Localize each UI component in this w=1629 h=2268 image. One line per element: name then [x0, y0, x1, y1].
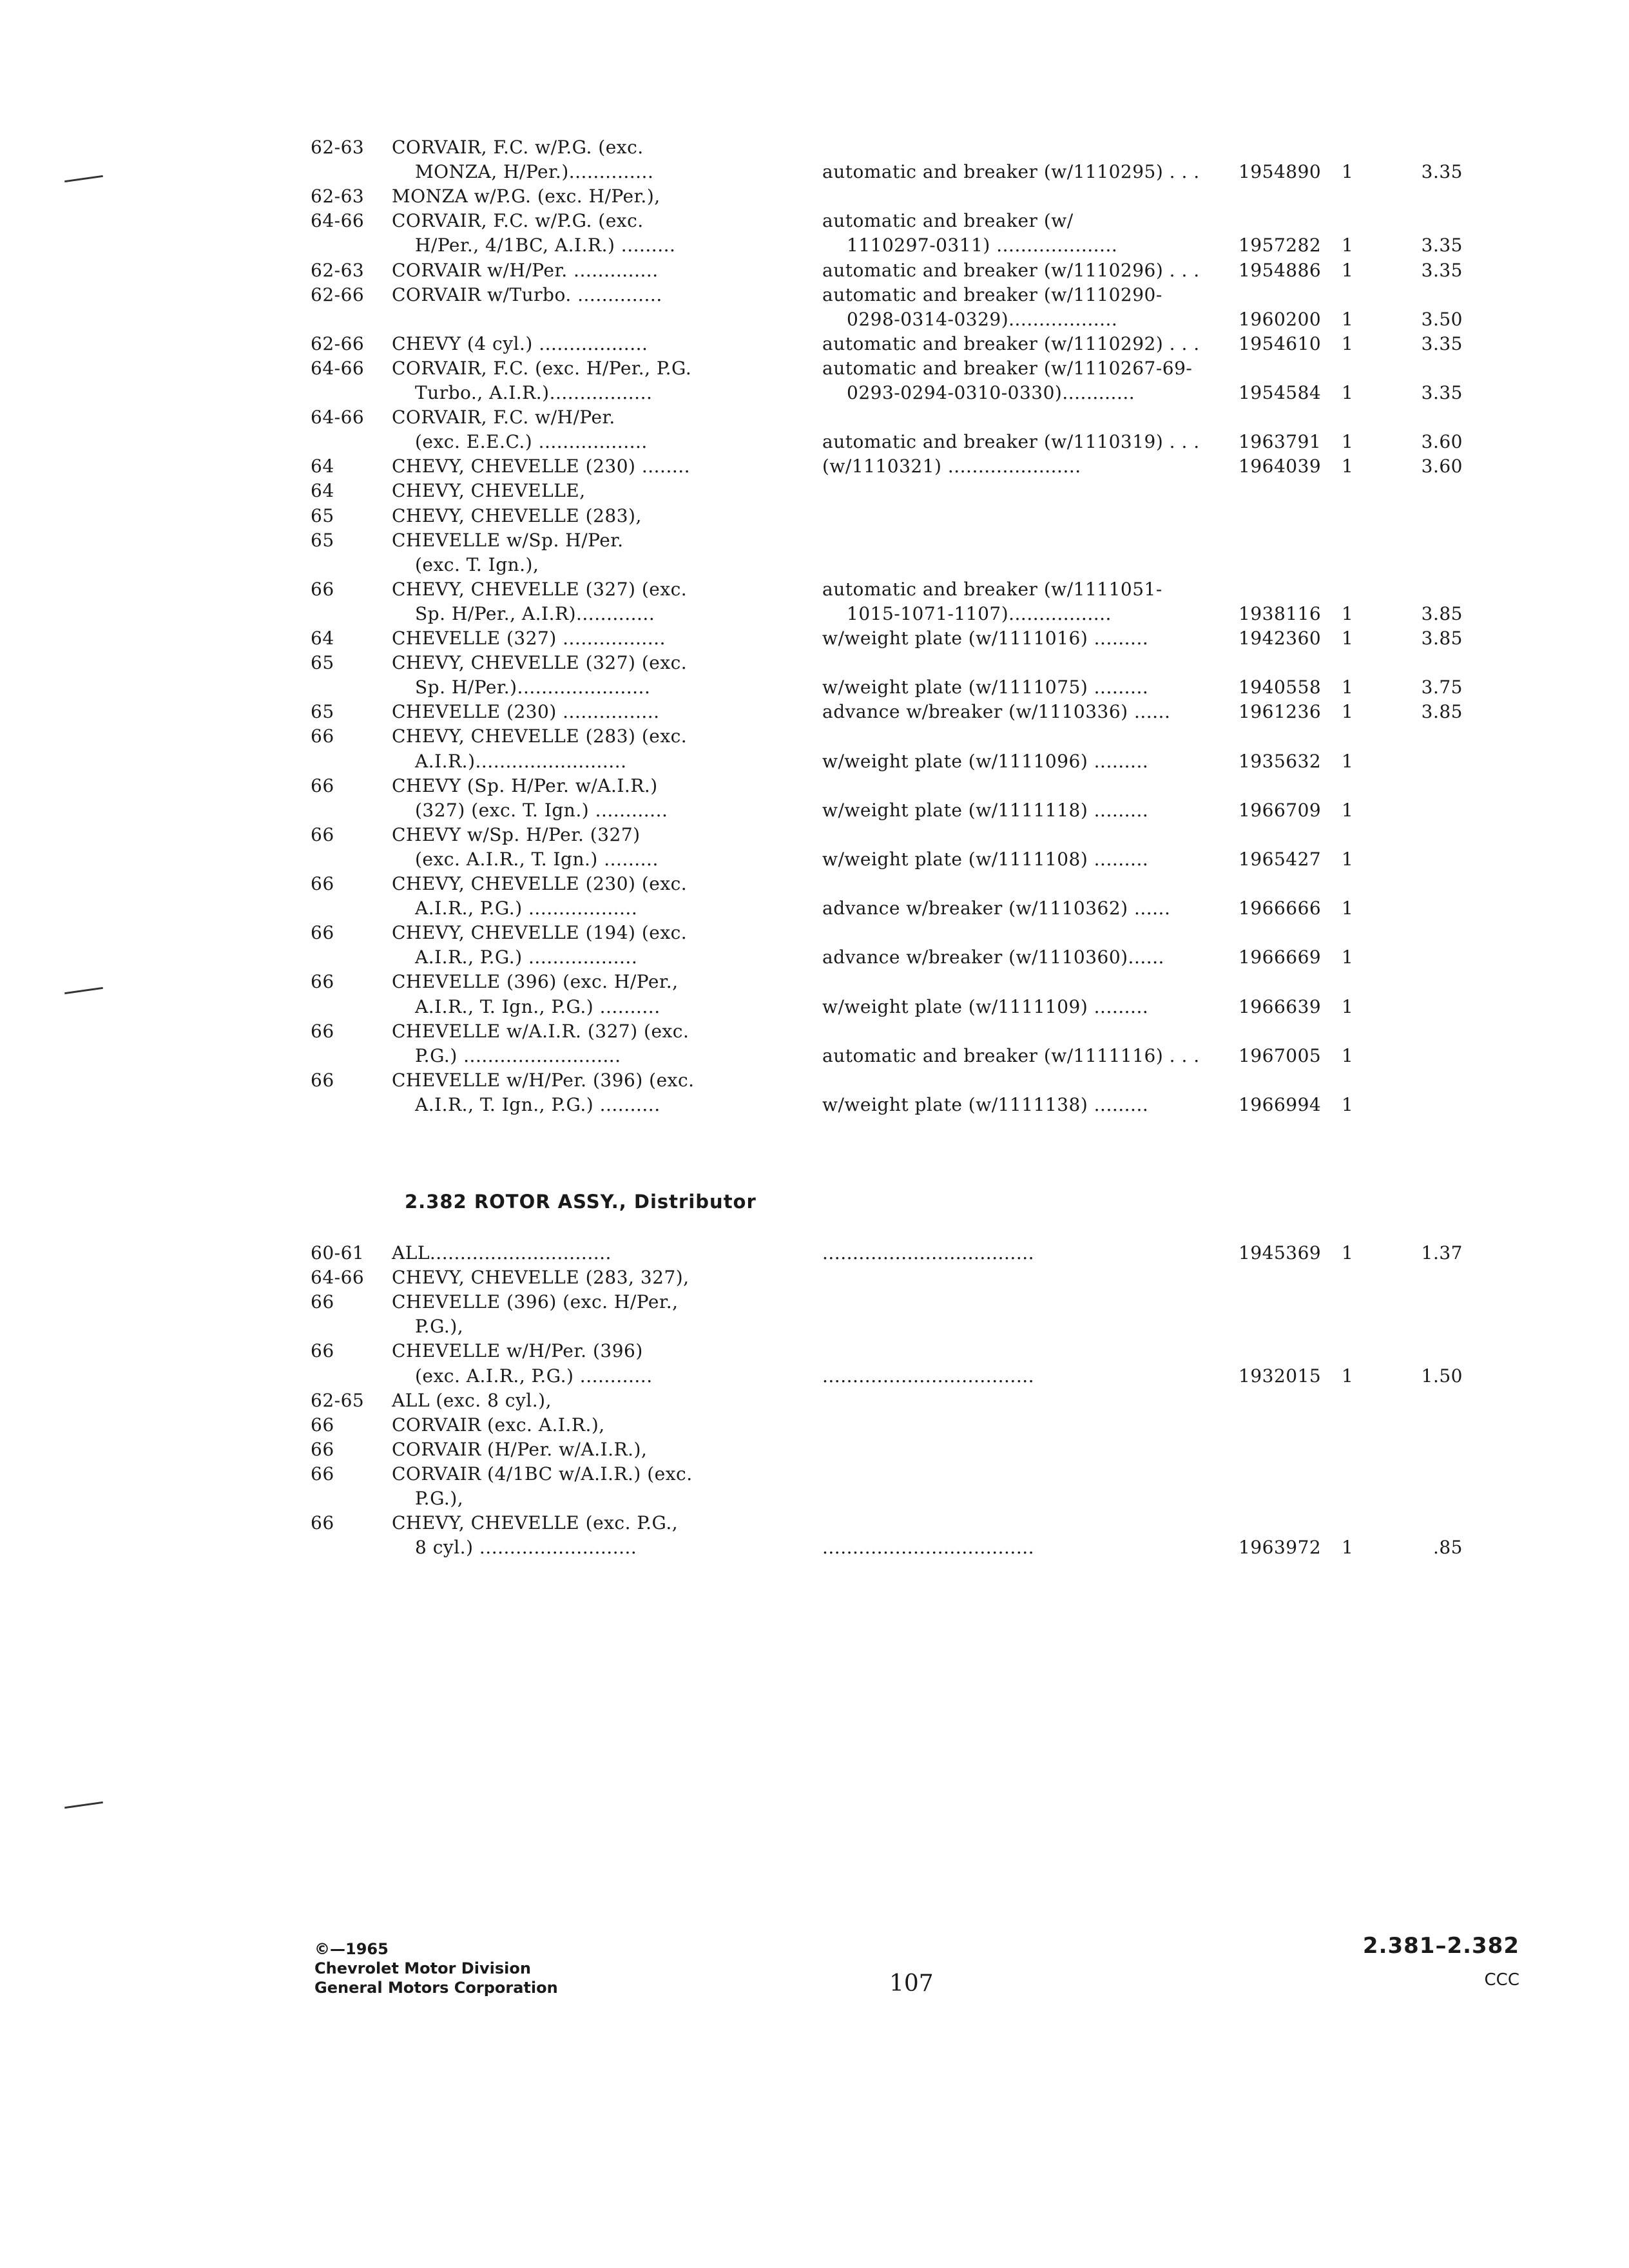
part-number-cell: 1967005: [1239, 1044, 1322, 1066]
quantity-cell: 1: [1342, 701, 1354, 723]
description-cell: w/weight plate (w/1111096) .........: [822, 750, 1149, 772]
year-cell: 66: [311, 922, 334, 944]
model-cell: CHEVY, CHEVELLE (230) ........: [392, 456, 691, 477]
description-cell: advance w/breaker (w/1110360)......: [822, 947, 1164, 968]
model-cell: CHEVELLE w/H/Per. (396): [392, 1340, 643, 1362]
part-number-cell: 1954584: [1239, 382, 1322, 403]
price-cell: 3.60: [1421, 431, 1463, 453]
binding-hole-mark: [64, 1802, 103, 1809]
year-cell: 66: [311, 1463, 334, 1485]
model-cell: 8 cyl.) ..........................: [415, 1537, 637, 1559]
year-cell: 64-66: [311, 1267, 365, 1289]
description-cell: ...................................: [822, 1537, 1035, 1559]
price-cell: 3.60: [1421, 456, 1463, 477]
quantity-cell: 1: [1342, 1093, 1354, 1115]
model-cell: CHEVELLE w/H/Per. (396) (exc.: [392, 1069, 695, 1091]
quantity-cell: 1: [1342, 1044, 1354, 1066]
year-cell: 66: [311, 774, 334, 796]
quantity-cell: 1: [1342, 848, 1354, 870]
price-cell: .85: [1432, 1537, 1463, 1559]
quantity-cell: 1: [1342, 1242, 1354, 1264]
publisher-block: [314, 1939, 558, 1997]
model-cell: CORVAIR, F.C. w/P.G. (exc.: [392, 137, 644, 158]
model-cell: A.I.R., T. Ign., P.G.) ..........: [415, 995, 660, 1017]
part-number-cell: 1966666: [1239, 898, 1322, 919]
quantity-cell: 1: [1342, 308, 1354, 330]
description-cell: advance w/breaker (w/1110362) ......: [822, 898, 1171, 919]
part-number-cell: 1966669: [1239, 947, 1322, 968]
quantity-cell: 1: [1342, 382, 1354, 403]
price-cell: 3.85: [1421, 701, 1463, 723]
price-cell: 3.85: [1421, 602, 1463, 624]
part-number-cell: 1966709: [1239, 799, 1322, 821]
quantity-cell: 1: [1342, 161, 1354, 183]
year-cell: 66: [311, 726, 334, 747]
price-cell: 1.50: [1421, 1365, 1463, 1387]
model-cell: CHEVY, CHEVELLE (327) (exc.: [392, 652, 688, 674]
model-cell: MONZA w/P.G. (exc. H/Per.),: [392, 186, 660, 207]
year-cell: 65: [311, 529, 334, 551]
model-cell: CHEVY, CHEVELLE (283),: [392, 505, 642, 526]
year-cell: 66: [311, 823, 334, 845]
quantity-cell: 1: [1342, 1365, 1354, 1387]
model-cell: (exc. T. Ign.),: [415, 553, 539, 575]
model-cell: CORVAIR (exc. A.I.R.),: [392, 1414, 605, 1436]
description-cell: ...................................: [822, 1365, 1035, 1387]
description-cell: ...................................: [822, 1242, 1035, 1264]
quantity-cell: 1: [1342, 898, 1354, 919]
model-cell: CHEVY, CHEVELLE (283) (exc.: [392, 726, 688, 747]
year-cell: 66: [311, 1512, 334, 1534]
description-cell: w/weight plate (w/1111118) .........: [822, 799, 1149, 821]
price-cell: 3.35: [1421, 161, 1463, 183]
division-text: Chevrolet Motor Division: [314, 1959, 531, 1977]
description-cell: 1110297-0311) ....................: [847, 235, 1118, 256]
model-cell: H/Per., 4/1BC, A.I.R.) .........: [415, 235, 676, 256]
model-cell: MONZA, H/Per.)..............: [415, 161, 654, 183]
part-number-cell: 1954890: [1239, 161, 1322, 183]
quantity-cell: 1: [1342, 750, 1354, 772]
part-number-cell: 1960200: [1239, 308, 1322, 330]
model-cell: CHEVELLE w/A.I.R. (327) (exc.: [392, 1020, 689, 1042]
model-cell: CHEVELLE (396) (exc. H/Per.,: [392, 971, 679, 993]
model-cell: (exc. E.E.C.) ..................: [415, 431, 648, 453]
description-cell: (w/1110321) ......................: [822, 456, 1081, 477]
description-cell: w/weight plate (w/1111138) .........: [822, 1093, 1149, 1115]
year-cell: 66: [311, 873, 334, 894]
section-title-rotor-assy: 2.382 ROTOR ASSY., Distributor: [405, 1191, 757, 1213]
description-cell: advance w/breaker (w/1110336) ......: [822, 701, 1171, 723]
quantity-cell: 1: [1342, 602, 1354, 624]
quantity-cell: 1: [1342, 947, 1354, 968]
year-cell: 65: [311, 652, 334, 674]
model-cell: Sp. H/Per., A.I.R).............: [415, 602, 655, 624]
part-number-cell: 1966994: [1239, 1093, 1322, 1115]
part-number-cell: 1954610: [1239, 332, 1322, 354]
model-cell: CHEVY (Sp. H/Per. w/A.I.R.): [392, 774, 658, 796]
year-cell: 62-63: [311, 259, 365, 281]
part-number-cell: 1965427: [1239, 848, 1322, 870]
year-cell: 66: [311, 1291, 334, 1313]
description-cell: automatic and breaker (w/: [822, 210, 1074, 232]
year-cell: 62-66: [311, 332, 365, 354]
year-cell: 64-66: [311, 407, 365, 428]
model-cell: CHEVELLE (396) (exc. H/Per.,: [392, 1291, 679, 1313]
corporation-text: General Motors Corporation: [314, 1979, 558, 1997]
price-cell: 3.50: [1421, 308, 1463, 330]
quantity-cell: 1: [1342, 1537, 1354, 1559]
binding-hole-mark: [64, 175, 103, 182]
price-cell: 3.75: [1421, 677, 1463, 698]
year-cell: 64-66: [311, 210, 365, 232]
part-number-cell: 1942360: [1239, 628, 1322, 649]
year-cell: 64-66: [311, 357, 365, 379]
year-cell: 65: [311, 701, 334, 723]
copyright-text: ©—1965: [314, 1940, 389, 1958]
year-cell: 66: [311, 1438, 334, 1460]
price-cell: 3.85: [1421, 628, 1463, 649]
part-number-cell: 1963791: [1239, 431, 1322, 453]
description-cell: automatic and breaker (w/1110290-: [822, 284, 1162, 305]
binding-hole-mark: [64, 987, 103, 994]
year-cell: 62-63: [311, 186, 365, 207]
model-cell: CORVAIR, F.C. (exc. H/Per., P.G.: [392, 357, 692, 379]
year-cell: 64: [311, 628, 334, 649]
model-cell: CHEVY (4 cyl.) ..................: [392, 332, 648, 354]
part-number-cell: 1963972: [1239, 1537, 1322, 1559]
model-cell: CORVAIR (H/Per. w/A.I.R.),: [392, 1438, 648, 1460]
quantity-cell: 1: [1342, 332, 1354, 354]
model-cell: CORVAIR w/H/Per. ..............: [392, 259, 659, 281]
model-cell: CORVAIR, F.C. w/H/Per.: [392, 407, 615, 428]
quantity-cell: 1: [1342, 235, 1354, 256]
description-cell: w/weight plate (w/1111016) .........: [822, 628, 1149, 649]
quantity-cell: 1: [1342, 799, 1354, 821]
year-cell: 66: [311, 1020, 334, 1042]
model-cell: CHEVY, CHEVELLE (exc. P.G.,: [392, 1512, 679, 1534]
model-cell: CORVAIR (4/1BC w/A.I.R.) (exc.: [392, 1463, 693, 1485]
model-cell: (327) (exc. T. Ign.) ............: [415, 799, 668, 821]
model-cell: P.G.),: [415, 1316, 464, 1338]
model-cell: CORVAIR, F.C. w/P.G. (exc.: [392, 210, 644, 232]
description-cell: w/weight plate (w/1111108) .........: [822, 848, 1149, 870]
year-cell: 62-63: [311, 137, 365, 158]
model-cell: CORVAIR w/Turbo. ..............: [392, 284, 662, 305]
model-cell: Turbo., A.I.R.).................: [415, 382, 653, 403]
price-cell: 3.35: [1421, 259, 1463, 281]
catalog-code: CCC: [1484, 1970, 1519, 1990]
model-cell: CHEVELLE (327) .................: [392, 628, 666, 649]
price-cell: 3.35: [1421, 382, 1463, 403]
part-number-cell: 1961236: [1239, 701, 1322, 723]
model-cell: P.G.),: [415, 1488, 464, 1509]
part-number-cell: 1945369: [1239, 1242, 1322, 1264]
model-cell: CHEVY, CHEVELLE (194) (exc.: [392, 922, 688, 944]
description-cell: automatic and breaker (w/1110296) . . .: [822, 259, 1200, 281]
model-cell: (exc. A.I.R., P.G.) ............: [415, 1365, 653, 1387]
page-number: 107: [889, 1970, 934, 1997]
quantity-cell: 1: [1342, 995, 1354, 1017]
part-number-cell: 1954886: [1239, 259, 1322, 281]
model-cell: CHEVELLE w/Sp. H/Per.: [392, 529, 624, 551]
quantity-cell: 1: [1342, 259, 1354, 281]
price-cell: 3.35: [1421, 332, 1463, 354]
part-number-cell: 1940558: [1239, 677, 1322, 698]
price-cell: 1.37: [1421, 1242, 1463, 1264]
quantity-cell: 1: [1342, 677, 1354, 698]
year-cell: 66: [311, 971, 334, 993]
year-cell: 60-61: [311, 1242, 365, 1264]
model-cell: CHEVY, CHEVELLE (230) (exc.: [392, 873, 688, 894]
description-cell: automatic and breaker (w/1111051-: [822, 578, 1162, 600]
quantity-cell: 1: [1342, 431, 1354, 453]
description-cell: automatic and breaker (w/1111116) . . .: [822, 1044, 1200, 1066]
price-cell: 3.35: [1421, 235, 1463, 256]
year-cell: 64: [311, 456, 334, 477]
section-range-block: [1363, 1933, 1519, 1990]
model-cell: CHEVY w/Sp. H/Per. (327): [392, 823, 641, 845]
model-cell: A.I.R., P.G.) ..................: [415, 947, 638, 968]
model-cell: CHEVY, CHEVELLE,: [392, 480, 586, 502]
year-cell: 66: [311, 578, 334, 600]
description-cell: automatic and breaker (w/1110292) . . .: [822, 332, 1200, 354]
year-cell: 62-65: [311, 1389, 365, 1411]
model-cell: ALL (exc. 8 cyl.),: [392, 1389, 552, 1411]
part-number-cell: 1938116: [1239, 602, 1322, 624]
model-cell: P.G.) ..........................: [415, 1044, 621, 1066]
description-cell: automatic and breaker (w/1110319) . . .: [822, 431, 1200, 453]
part-number-cell: 1935632: [1239, 750, 1322, 772]
model-cell: A.I.R., P.G.) ..................: [415, 898, 638, 919]
model-cell: CHEVY, CHEVELLE (327) (exc.: [392, 578, 688, 600]
part-number-cell: 1964039: [1239, 456, 1322, 477]
description-cell: 0298-0314-0329)..................: [847, 308, 1118, 330]
model-cell: ALL..............................: [392, 1242, 612, 1264]
model-cell: (exc. A.I.R., T. Ign.) .........: [415, 848, 659, 870]
description-cell: 0293-0294-0310-0330)............: [847, 382, 1135, 403]
year-cell: 65: [311, 505, 334, 526]
description-cell: w/weight plate (w/1111075) .........: [822, 677, 1149, 698]
description-cell: automatic and breaker (w/1110295) . . .: [822, 161, 1200, 183]
year-cell: 62-66: [311, 284, 365, 305]
model-cell: A.I.R.).........................: [415, 750, 627, 772]
model-cell: A.I.R., T. Ign., P.G.) ..........: [415, 1093, 660, 1115]
model-cell: CHEVELLE (230) ................: [392, 701, 660, 723]
part-number-cell: 1966639: [1239, 995, 1322, 1017]
description-cell: automatic and breaker (w/1110267-69-: [822, 357, 1193, 379]
section-range: 2.381–2.382: [1362, 1933, 1519, 1959]
description-cell: w/weight plate (w/1111109) .........: [822, 995, 1149, 1017]
year-cell: 66: [311, 1069, 334, 1091]
year-cell: 66: [311, 1340, 334, 1362]
quantity-cell: 1: [1342, 628, 1354, 649]
part-number-cell: 1932015: [1239, 1365, 1322, 1387]
description-cell: 1015-1071-1107).................: [847, 602, 1112, 624]
year-cell: 64: [311, 480, 334, 502]
model-cell: Sp. H/Per.)......................: [415, 677, 651, 698]
part-number-cell: 1957282: [1239, 235, 1322, 256]
year-cell: 66: [311, 1414, 334, 1436]
model-cell: CHEVY, CHEVELLE (283, 327),: [392, 1267, 689, 1289]
quantity-cell: 1: [1342, 456, 1354, 477]
